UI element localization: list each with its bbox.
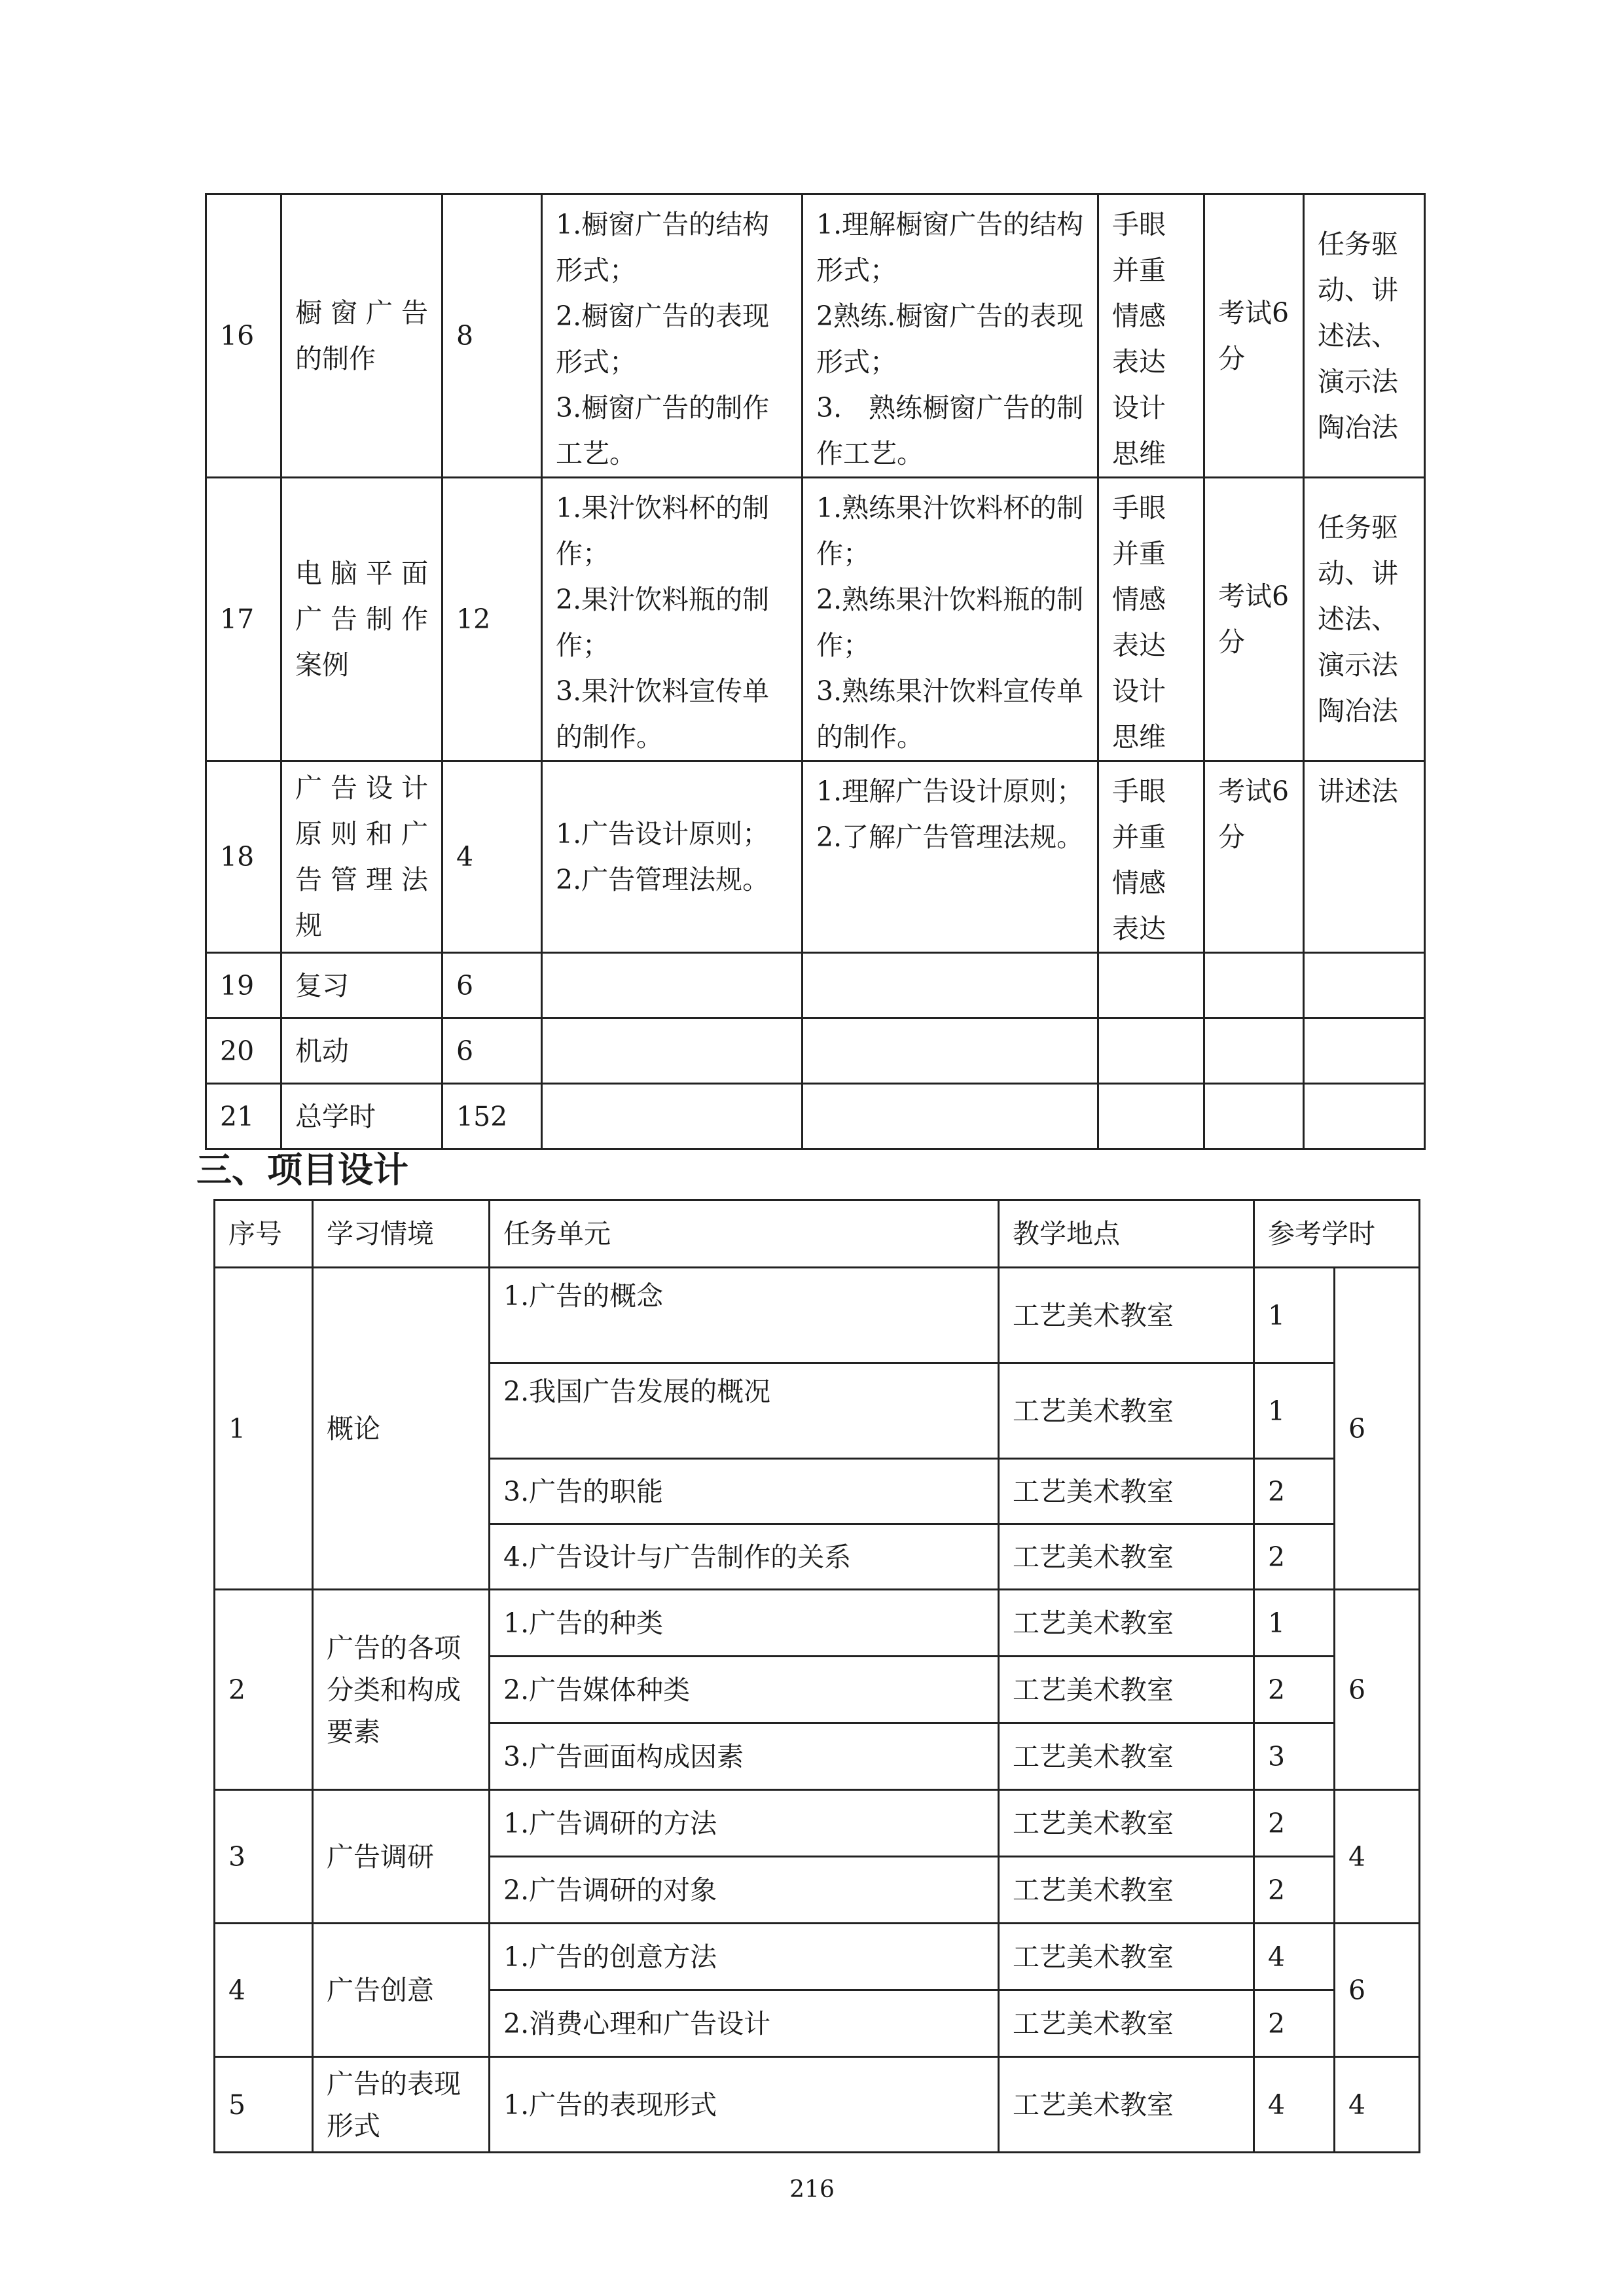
empty-cell bbox=[542, 1018, 803, 1084]
task-unit: 2.消费心理和广告设计 bbox=[490, 1990, 999, 2057]
task-hours: 4 bbox=[1254, 1924, 1335, 1990]
unit-content bbox=[542, 478, 803, 761]
row-number: 17 bbox=[206, 478, 281, 761]
unit-goals bbox=[803, 478, 1098, 761]
teaching-location: 工艺美术教室 bbox=[999, 1524, 1254, 1590]
table-row bbox=[215, 2057, 1420, 2153]
content-item: 2.果汁饮料瓶的制作； bbox=[556, 584, 770, 661]
teaching-location: 工艺美术教室 bbox=[999, 1657, 1254, 1723]
unit-name: 橱窗广告的制作 bbox=[281, 194, 442, 478]
table-row bbox=[215, 1268, 1420, 1363]
task-unit: 1.广告的概念 bbox=[490, 1268, 999, 1363]
content-item: 3.橱窗广告的制作工艺。 bbox=[556, 392, 770, 469]
task-hours: 4 bbox=[1254, 2057, 1335, 2153]
row-number: 20 bbox=[206, 1018, 281, 1084]
teaching-location: 工艺美术教室 bbox=[999, 1268, 1254, 1363]
table-row bbox=[206, 1018, 1425, 1084]
table-header-row bbox=[215, 1200, 1420, 1268]
unit-methods: 讲述法 bbox=[1304, 761, 1425, 953]
goal-item: 3. 熟练橱窗广告的制作工艺。 bbox=[816, 392, 1084, 469]
unit-name: 总学时 bbox=[281, 1084, 442, 1149]
learning-situation: 概论 bbox=[313, 1268, 490, 1590]
unit-goals bbox=[803, 761, 1098, 953]
header-cell: 学习情境 bbox=[313, 1200, 490, 1268]
group-total-hours: 4 bbox=[1335, 1790, 1420, 1924]
empty-cell bbox=[542, 1084, 803, 1149]
teaching-location: 工艺美术教室 bbox=[999, 1790, 1254, 1857]
header-cell: 任务单元 bbox=[490, 1200, 999, 1268]
table-row bbox=[206, 953, 1425, 1018]
empty-cell bbox=[1098, 1018, 1204, 1084]
task-hours: 2 bbox=[1254, 1990, 1335, 2057]
goal-item: 2.了解广告管理法规。 bbox=[816, 821, 1084, 853]
table-row bbox=[215, 1790, 1420, 1857]
unit-assessment: 考试6分 bbox=[1204, 761, 1304, 953]
empty-cell bbox=[1304, 1084, 1425, 1149]
group-total-hours: 6 bbox=[1335, 1590, 1420, 1790]
task-hours: 2 bbox=[1254, 1524, 1335, 1590]
teaching-location: 工艺美术教室 bbox=[999, 1990, 1254, 2057]
empty-cell bbox=[803, 1084, 1098, 1149]
task-unit: 1.广告的创意方法 bbox=[490, 1924, 999, 1990]
group-total-hours: 6 bbox=[1335, 1924, 1420, 2057]
teaching-location: 工艺美术教室 bbox=[999, 1857, 1254, 1924]
row-number: 21 bbox=[206, 1084, 281, 1149]
unit-name: 广告设计原则和广告管理法规 bbox=[281, 761, 442, 953]
unit-hours: 152 bbox=[442, 1084, 542, 1149]
unit-methods: 任务驱动、讲述法、演示法陶冶法 bbox=[1304, 194, 1425, 478]
unit-methods: 任务驱动、讲述法、演示法陶冶法 bbox=[1304, 478, 1425, 761]
task-hours: 1 bbox=[1254, 1268, 1335, 1363]
goal-item: 3.熟练果汁饮料宣传单的制作。 bbox=[816, 675, 1084, 753]
empty-cell bbox=[1204, 1084, 1304, 1149]
unit-hours: 6 bbox=[442, 1018, 542, 1084]
unit-content bbox=[542, 194, 803, 478]
table-row bbox=[206, 761, 1425, 953]
project-design-table bbox=[213, 1199, 1420, 2153]
table-row bbox=[206, 1084, 1425, 1149]
learning-situation: 广告调研 bbox=[313, 1790, 490, 1924]
task-unit: 1.广告的种类 bbox=[490, 1590, 999, 1657]
teaching-location: 工艺美术教室 bbox=[999, 2057, 1254, 2153]
teaching-location: 工艺美术教室 bbox=[999, 1723, 1254, 1790]
unit-content bbox=[542, 761, 803, 953]
task-hours: 2 bbox=[1254, 1657, 1335, 1723]
task-unit: 2.广告媒体种类 bbox=[490, 1657, 999, 1723]
task-unit: 3.广告的职能 bbox=[490, 1459, 999, 1524]
group-total-hours: 6 bbox=[1335, 1268, 1420, 1590]
goal-item: 2.熟练果汁饮料瓶的制作； bbox=[816, 584, 1084, 661]
empty-cell bbox=[1304, 953, 1425, 1018]
task-hours: 2 bbox=[1254, 1459, 1335, 1524]
table-row bbox=[206, 194, 1425, 478]
empty-cell bbox=[542, 953, 803, 1018]
table-row bbox=[206, 478, 1425, 761]
group-number: 5 bbox=[215, 2057, 313, 2153]
empty-cell bbox=[1204, 1018, 1304, 1084]
table-row bbox=[215, 1924, 1420, 1990]
row-number: 19 bbox=[206, 953, 281, 1018]
learning-situation: 广告的各项分类和构成要素 bbox=[313, 1590, 490, 1790]
empty-cell bbox=[1098, 953, 1204, 1018]
empty-cell bbox=[1098, 1084, 1204, 1149]
unit-assessment: 考试6分 bbox=[1204, 478, 1304, 761]
group-number: 1 bbox=[215, 1268, 313, 1590]
group-total-hours: 4 bbox=[1335, 2057, 1420, 2153]
content-item: 1.橱窗广告的结构形式； bbox=[556, 209, 770, 286]
task-hours: 1 bbox=[1254, 1590, 1335, 1657]
group-number: 2 bbox=[215, 1590, 313, 1790]
content-item: 2.广告管理法规。 bbox=[556, 864, 770, 895]
table-row bbox=[215, 1590, 1420, 1657]
teaching-location: 工艺美术教室 bbox=[999, 1459, 1254, 1524]
teaching-location: 工艺美术教室 bbox=[999, 1924, 1254, 1990]
page-number: 216 bbox=[789, 2176, 835, 2203]
task-hours: 2 bbox=[1254, 1790, 1335, 1857]
unit-hours: 4 bbox=[442, 761, 542, 953]
goal-item: 1.理解广告设计原则； bbox=[816, 776, 1084, 807]
unit-hours: 8 bbox=[442, 194, 542, 478]
row-number: 18 bbox=[206, 761, 281, 953]
section-heading: 三、项目设计 bbox=[196, 1149, 408, 1191]
learning-situation: 广告创意 bbox=[313, 1924, 490, 2057]
task-hours: 2 bbox=[1254, 1857, 1335, 1924]
unit-name: 复习 bbox=[281, 953, 442, 1018]
unit-hours: 6 bbox=[442, 953, 542, 1018]
unit-literacy: 手眼并重情感表达设计思维 bbox=[1098, 478, 1204, 761]
empty-cell bbox=[1304, 1018, 1425, 1084]
learning-situation: 广告的表现形式 bbox=[313, 2057, 490, 2153]
content-item: 3.果汁饮料宣传单的制作。 bbox=[556, 675, 770, 753]
task-unit: 4.广告设计与广告制作的关系 bbox=[490, 1524, 999, 1590]
goal-item: 1.熟练果汁饮料杯的制作； bbox=[816, 492, 1084, 569]
goal-item: 1.理解橱窗广告的结构形式； bbox=[816, 209, 1084, 286]
task-unit: 1.广告的表现形式 bbox=[490, 2057, 999, 2153]
content-item: 1.果汁饮料杯的制作； bbox=[556, 492, 770, 569]
task-hours: 3 bbox=[1254, 1723, 1335, 1790]
unit-literacy: 手眼并重情感表达设计思维 bbox=[1098, 194, 1204, 478]
header-cell: 序号 bbox=[215, 1200, 313, 1268]
unit-name: 电脑平面广告制作案例 bbox=[281, 478, 442, 761]
unit-goals bbox=[803, 194, 1098, 478]
header-cell: 参考学时 bbox=[1254, 1200, 1420, 1268]
task-unit: 3.广告画面构成因素 bbox=[490, 1723, 999, 1790]
content-item: 1.广告设计原则； bbox=[556, 818, 770, 850]
task-unit: 1.广告调研的方法 bbox=[490, 1790, 999, 1857]
header-cell: 教学地点 bbox=[999, 1200, 1254, 1268]
empty-cell bbox=[1204, 953, 1304, 1018]
teaching-location: 工艺美术教室 bbox=[999, 1363, 1254, 1459]
group-number: 3 bbox=[215, 1790, 313, 1924]
empty-cell bbox=[803, 953, 1098, 1018]
unit-hours: 12 bbox=[442, 478, 542, 761]
row-number: 16 bbox=[206, 194, 281, 478]
content-item: 2.橱窗广告的表现形式； bbox=[556, 300, 770, 378]
goal-item: 2熟练.橱窗广告的表现形式； bbox=[816, 300, 1084, 378]
teaching-location: 工艺美术教室 bbox=[999, 1590, 1254, 1657]
task-unit: 2.广告调研的对象 bbox=[490, 1857, 999, 1924]
task-hours: 1 bbox=[1254, 1363, 1335, 1459]
task-unit: 2.我国广告发展的概况 bbox=[490, 1363, 999, 1459]
unit-assessment: 考试6分 bbox=[1204, 194, 1304, 478]
empty-cell bbox=[803, 1018, 1098, 1084]
curriculum-table bbox=[205, 193, 1426, 1150]
unit-name: 机动 bbox=[281, 1018, 442, 1084]
unit-literacy: 手眼并重情感表达 bbox=[1098, 761, 1204, 953]
group-number: 4 bbox=[215, 1924, 313, 2057]
